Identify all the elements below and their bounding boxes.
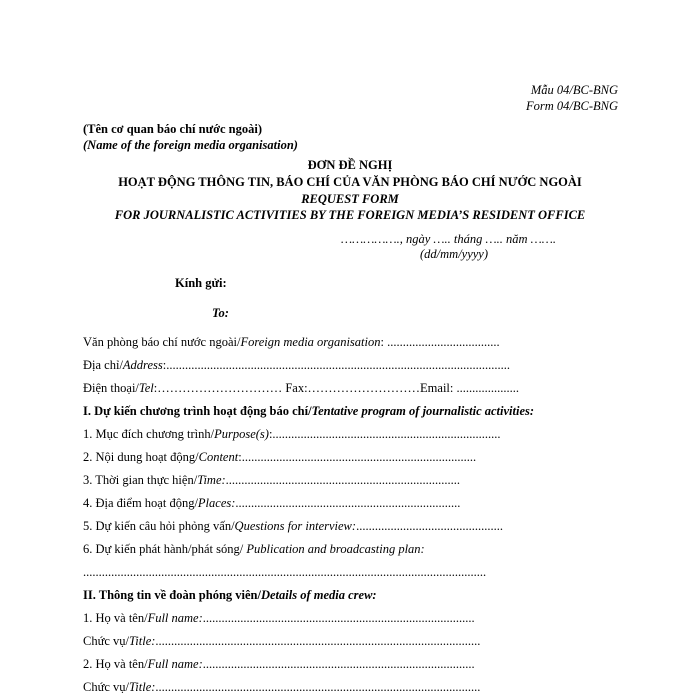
- field-publication: [83, 541, 425, 557]
- org-name-en: (Name of the foreign media organisation): [83, 138, 298, 152]
- title-en-line1: REQUEST FORM: [301, 192, 399, 206]
- section-1-heading-en: Tentative program of journalistic activities:: [311, 404, 535, 418]
- field-crew-1-title-dots: ........................................................................................................: [155, 634, 481, 648]
- field-questions-dots: ...............................................: [356, 519, 503, 533]
- section-2-heading: [83, 587, 377, 603]
- field-crew-1-name-vi: 1. Họ và tên/: [83, 611, 148, 625]
- field-phone-rest: :………………………… Fax:………………………Email: ....................: [153, 381, 519, 395]
- field-publication-en: Publication and broadcasting plan:: [246, 542, 425, 556]
- field-address-en: Address: [122, 358, 163, 372]
- field-crew-2-name-en: Full name:: [147, 657, 203, 671]
- org-name-vi: (Tên cơ quan báo chí nước ngoài): [83, 122, 263, 136]
- field-phone-en: Tel: [138, 381, 154, 395]
- field-content: [83, 449, 476, 465]
- field-phone: [83, 380, 519, 396]
- title-vi-line1: ĐƠN ĐỀ NGHỊ: [307, 158, 393, 172]
- title-vi-line2: HOẠT ĐỘNG THÔNG TIN, BÁO CHÍ CỦA VĂN PHÒNG BÁO CHÍ NƯỚC NGOÀI: [118, 175, 582, 189]
- field-organisation-dots: : ....................................: [380, 335, 500, 349]
- field-organisation-vi: Văn phòng báo chí nước ngoài/: [83, 335, 241, 349]
- field-time-en: Time:: [197, 473, 226, 487]
- field-address-vi: Địa chỉ/: [83, 358, 123, 372]
- addressee-vi: Kính gửi:: [175, 276, 227, 290]
- form-code-en: Form 04/BC-BNG: [525, 99, 618, 113]
- section-2-heading-en: Details of media crew:: [260, 588, 377, 602]
- field-purpose-vi: 1. Mục đích chương trình/: [83, 427, 215, 441]
- section-1-heading: [83, 403, 534, 419]
- field-crew-2-title-en: Title:: [129, 680, 156, 694]
- field-content-vi: 2. Nội dung hoạt động/: [83, 450, 199, 464]
- field-publication-dots: .................................................................................................................................: [83, 565, 487, 579]
- field-crew-1-name: [83, 610, 475, 626]
- field-crew-2-name-dots: .......................................................................................: [202, 657, 475, 671]
- field-time-dots: ...........................................................................: [225, 473, 461, 487]
- field-places: [83, 495, 460, 511]
- field-time-vi: 3. Thời gian thực hiện/: [83, 473, 198, 487]
- section-1-heading-vi: I. Dự kiến chương trình hoạt động báo chí/: [83, 404, 312, 418]
- date-format: (dd/mm/yyyy): [420, 247, 489, 261]
- field-crew-1-name-en: Full name:: [147, 611, 203, 625]
- field-crew-2-title: [83, 679, 480, 695]
- section-2-heading-vi: II. Thông tin về đoàn phóng viên/: [83, 588, 261, 602]
- field-purpose-dots: :.........................................................................: [268, 427, 501, 441]
- field-purpose-en: Purpose(s): [214, 427, 269, 441]
- field-crew-1-name-dots: .......................................................................................: [202, 611, 475, 625]
- field-time: [83, 472, 460, 488]
- field-publication-vi: 6. Dự kiến phát hành/phát sóng/: [83, 542, 247, 556]
- field-content-dots: :...........................................................................: [238, 450, 477, 464]
- field-places-vi: 4. Địa điểm hoạt động/: [83, 496, 198, 510]
- date-line: ……………., ngày ….. tháng ….. năm …….: [341, 232, 556, 246]
- field-content-en: Content: [198, 450, 239, 464]
- field-address: [83, 357, 510, 373]
- field-crew-1-title-en: Title:: [129, 634, 156, 648]
- field-places-dots: ........................................................................: [235, 496, 461, 510]
- field-crew-1-title: [83, 633, 480, 649]
- field-crew-2-title-dots: ........................................................................................................: [155, 680, 481, 694]
- field-purpose: [83, 426, 501, 442]
- field-phone-vi: Điện thoại/: [83, 381, 139, 395]
- field-organisation: [83, 334, 500, 350]
- field-crew-2-title-vi: Chức vụ/: [83, 680, 130, 694]
- field-crew-2-name: [83, 656, 475, 672]
- field-crew-2-name-vi: 2. Họ và tên/: [83, 657, 148, 671]
- title-en-line2: FOR JOURNALISTIC ACTIVITIES BY THE FOREIGN MEDIA’S RESIDENT OFFICE: [114, 208, 586, 222]
- form-code-vi: Mẫu 04/BC-BNG: [530, 83, 618, 97]
- field-places-en: Places:: [197, 496, 236, 510]
- field-crew-1-title-vi: Chức vụ/: [83, 634, 130, 648]
- field-questions-vi: 5. Dự kiến câu hỏi phỏng vấn/: [83, 519, 235, 533]
- field-address-dots: :..............................................................................................................: [162, 358, 510, 372]
- field-organisation-en: Foreign media organisation: [240, 335, 381, 349]
- field-questions-en: Questions for interview:: [234, 519, 357, 533]
- field-questions: [83, 518, 503, 534]
- addressee-en: To:: [212, 306, 229, 320]
